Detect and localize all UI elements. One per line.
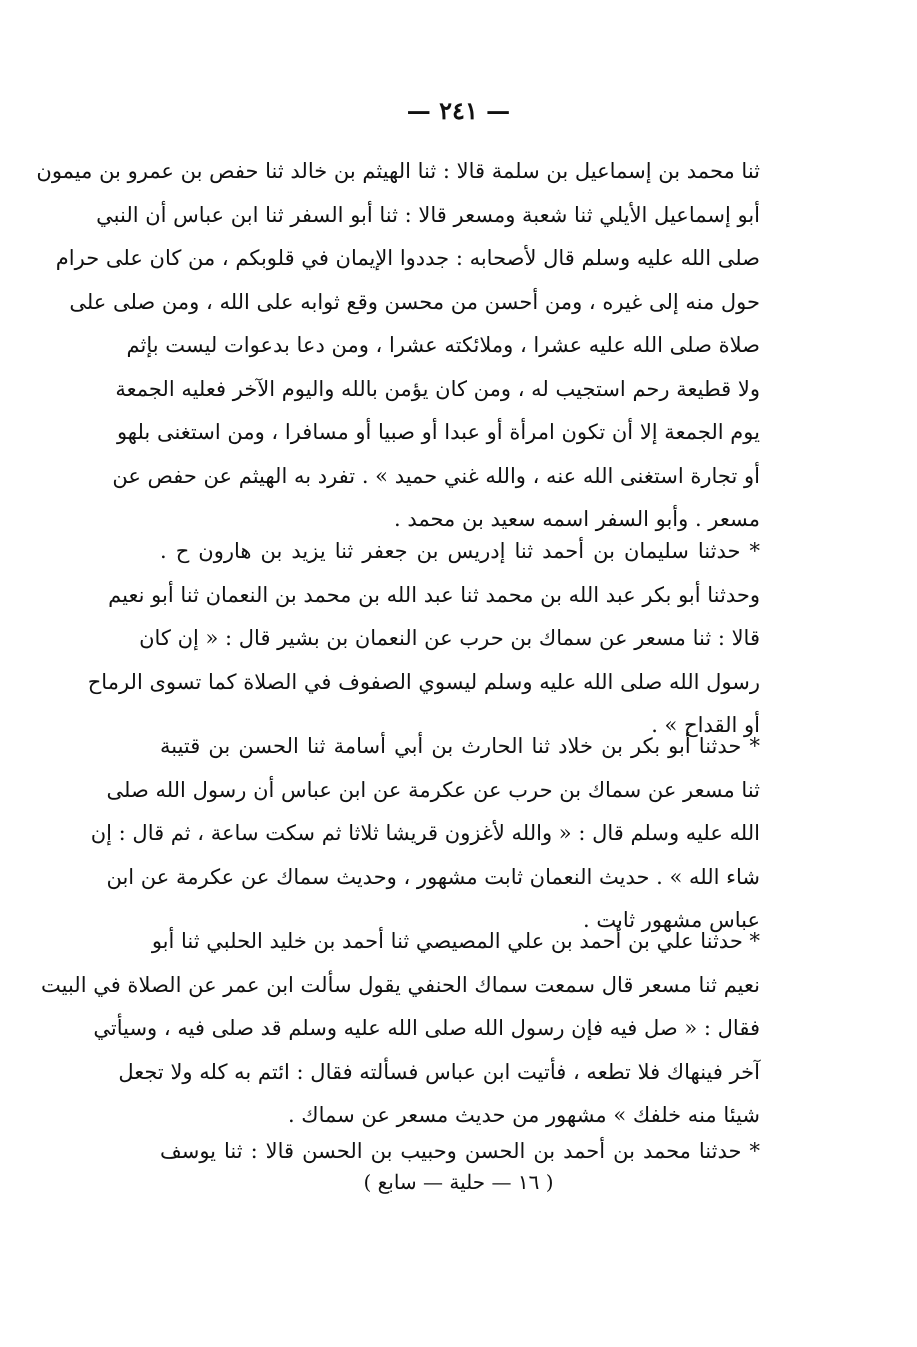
paragraph-2: [87, 530, 760, 748]
paragraph-1: [36, 150, 760, 542]
text-line: حول منه إلى غيره ، ومن أحسن من محسن وقع ثوابه على الله ، ومن صلى على: [69, 289, 760, 314]
text-line: صلاة صلى الله عليه عشرا ، وملائكته عشرا ، ومن دعا بدعوات ليست بإثم: [126, 333, 760, 357]
paragraph-3: [90, 725, 760, 943]
text-line: فقال : « صل فيه فإن رسول الله صلى الله عليه وسلم قد صلى فيه ، وسيأتي: [93, 1016, 760, 1040]
text-line: شاء الله » . حديث النعمان ثابت مشهور ، وحديث سماك عن عكرمة عن ابن: [106, 864, 760, 889]
text-line: وحدثنا أبو بكر عبد الله بن محمد ثنا عبد الله بن محمد بن النعمان ثنا أبو نعيم: [108, 582, 760, 607]
text-line: قالا : ثنا مسعر عن سماك بن حرب عن النعمان بن بشير قال : « إن كان: [139, 626, 760, 650]
page-number: — ٢٤١ —: [406, 96, 511, 125]
text-line: * حدثنا أبو بكر بن خلاد ثنا الحارث بن أبي أسامة ثنا الحسن بن قتيبة: [160, 734, 760, 758]
text-line: * حدثنا سليمان بن أحمد ثنا إدريس بن جعفر ثنا يزيد بن هارون ح .: [160, 539, 760, 563]
text-line: * حدثنا علي بن أحمد بن علي المصيصي ثنا أحمد بن خليد الحلبي ثنا أبو: [151, 929, 760, 953]
text-line: * حدثنا محمد بن أحمد بن الحسن وحبيب بن الحسن قالا : ثنا يوسف: [160, 1139, 760, 1163]
text-line: يوم الجمعة إلا أن تكون امرأة أو عبدا أو صبيا أو مسافرا ، ومن استغنى بلهو: [116, 420, 760, 444]
text-line: ثنا محمد بن إسماعيل بن سلمة قالا : ثنا الهيثم بن خالد ثنا حفص بن عمرو بن ميمون: [36, 159, 760, 183]
text-line: ولا قطيعة رحم استجيب له ، ومن كان يؤمن بالله واليوم الآخر فعليه الجمعة: [115, 376, 760, 401]
text-line: رسول الله صلى الله عليه وسلم ليسوي الصفوف في الصلاة كما تسوى الرماح: [87, 669, 760, 694]
text-line: شيئا منه خلفك » مشهور من حديث مسعر عن سماك .: [287, 1103, 760, 1127]
text-line: أبو إسماعيل الأيلي ثنا شعبة ومسعر قالا : ثنا أبو السفر ثنا ابن عباس أن النبي: [96, 202, 760, 227]
text-line: ثنا مسعر عن سماك بن حرب عن عكرمة عن ابن عباس أن رسول الله صلى: [106, 777, 760, 802]
paragraph-5: [160, 1130, 760, 1174]
paragraph-4: [41, 920, 760, 1138]
text-line: الله عليه وسلم قال : « والله لأغزون قريشا ثلاثا ثم سكت ساعة ، ثم قال : إن: [90, 821, 760, 845]
text-line: مسعر . وأبو السفر اسمه سعيد بن محمد .: [393, 507, 760, 531]
text-line: نعيم ثنا مسعر قال سمعت سماك الحنفي يقول سألت ابن عمر عن الصلاة في البيت: [41, 972, 760, 997]
text-line: أو القداح » .: [651, 713, 760, 737]
text-line: أو تجارة استغنى الله عنه ، والله غني حميد » . تفرد به الهيثم عن حفص عن: [112, 463, 760, 488]
text-line: عباس مشهور ثابت .: [583, 908, 760, 932]
text-line: آخر فينهاك فلا تطعه ، فأتيت ابن عباس فسألته فقال : ائتم به كله ولا تجعل: [118, 1059, 760, 1084]
text-line: صلى الله عليه وسلم قال لأصحابه : جددوا الإيمان في قلوبكم ، من كان على حرام: [55, 246, 760, 270]
signature-footer: ( ١٦ — حلية — سابع ): [363, 1170, 554, 1194]
